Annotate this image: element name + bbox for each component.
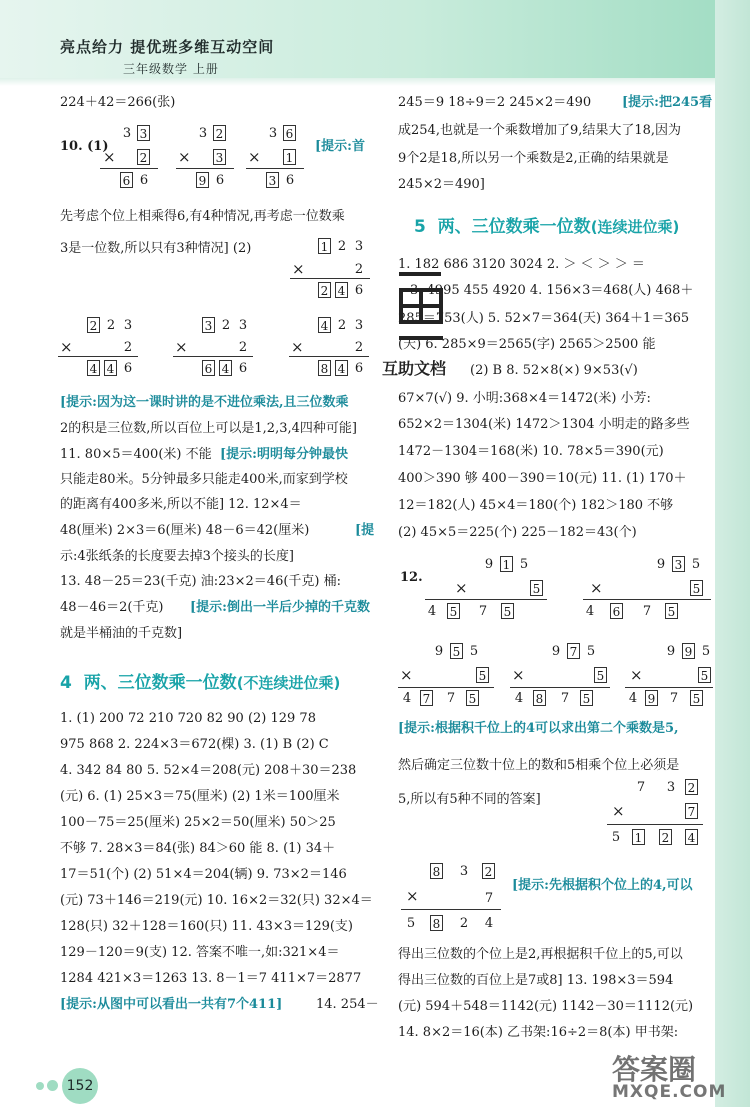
section-note: (连续进位乘)	[590, 218, 680, 236]
calc-digit: 3	[238, 318, 248, 333]
text-line: 400＞390 够 400－390＝10(元) 11. (1) 170＋	[398, 471, 687, 486]
calc-digit: 3	[268, 126, 278, 141]
calc-box: 4	[685, 829, 698, 845]
text-line: (元) 73＋146＝219(元) 10. 16×2＝32(只) 32×4＝	[60, 893, 373, 908]
calc-box: 7	[420, 690, 433, 706]
calc-box: 4	[335, 282, 348, 298]
text-line: (元) 594＋548＝1142(元) 1142－30＝1112(元)	[398, 999, 694, 1014]
calc-digit: 4	[402, 691, 412, 706]
calc-digit: 6	[123, 361, 133, 376]
calc-digit: 2	[238, 340, 248, 355]
calc-rule	[510, 687, 610, 688]
tip-text: [提示:明明每分钟最快	[220, 447, 348, 462]
calc-digit: 7	[478, 604, 488, 619]
times-sign: ×	[630, 666, 643, 684]
text-line: 10. (1)	[60, 139, 109, 154]
calc-box: 5	[665, 603, 678, 619]
text-line: 48－46＝2(千克)	[60, 600, 164, 615]
text-line: (2) B 8. 52×8(×) 9×53(√)	[470, 363, 638, 378]
text-line: (元) 6. (1) 25×3＝75(厘米) (2) 1米＝100厘米	[60, 789, 340, 804]
calc-box: 4	[219, 360, 232, 376]
calc-digit: 6	[215, 173, 225, 188]
calc-box: 1	[500, 556, 513, 572]
calc-box: 9	[682, 643, 695, 659]
decor-dot	[36, 1082, 44, 1090]
text-line: 3. 4995 455 4920 4. 156×3＝468(人) 468＋	[410, 283, 694, 298]
text-line: 14. 8×2＝16(本) 乙书架:16÷2＝8(本) 甲书架:	[398, 1025, 679, 1040]
text-line: 得出三位数的个位上是2,再根据积千位上的5,可以	[398, 947, 683, 962]
calc-box: 3	[672, 556, 685, 572]
calc-box: 5	[501, 603, 514, 619]
calc-digit: 5	[586, 644, 596, 659]
calc-rule	[398, 687, 494, 688]
text-line: 3是一位数,所以只有3种情况] (2)	[60, 241, 252, 256]
calc-box: 1	[318, 238, 331, 254]
text-line: 就是半桶油的千克数]	[60, 626, 183, 641]
text-line: 128(只) 32＋128＝160(只) 11. 43×3＝129(支)	[60, 919, 354, 934]
text-line: 48(厘米) 2×3＝6(厘米) 48－6＝42(厘米)	[60, 523, 310, 538]
times-sign: ×	[103, 148, 116, 166]
watermark-mark	[395, 268, 447, 350]
book-subtitle: 三年级数学 上册	[123, 62, 219, 76]
times-sign: ×	[175, 338, 188, 356]
watermark-text: 互助文档	[382, 359, 447, 378]
tip-text: [提示:把245看	[622, 95, 713, 110]
calc-rule	[290, 278, 370, 279]
calc-box: 2	[482, 863, 495, 879]
side-band	[715, 0, 750, 1107]
calc-digit: 3	[122, 126, 132, 141]
section-title: 两、三位数乘一位数	[437, 217, 591, 237]
times-sign: ×	[590, 579, 603, 597]
calc-box: 2	[318, 282, 331, 298]
section-title: 两、三位数乘一位数	[83, 673, 237, 693]
calc-digit: 7	[560, 691, 570, 706]
calc-digit: 7	[446, 691, 456, 706]
text-line: 12＝182(人) 45×4＝180(个) 182＞180 不够	[398, 498, 674, 513]
calc-digit: 6	[354, 361, 364, 376]
calc-digit: 6	[238, 361, 248, 376]
calc-box: 8	[430, 863, 443, 879]
text-line: 652×2＝1304(米) 1472＞1304 小明走的路多些	[398, 417, 690, 432]
calc-box: 5	[690, 580, 703, 596]
calc-box: 8	[533, 690, 546, 706]
calc-rule	[100, 168, 158, 169]
text-line: 129－120＝9(支) 12. 答案不唯一,如:321×4＝	[60, 945, 340, 960]
tip-text: [提示:根据积千位上的4可以求出第二个乘数是5,	[398, 721, 679, 736]
calc-digit: 2	[123, 340, 133, 355]
calc-digit: 5	[469, 644, 479, 659]
text-line: 先考虑个位上相乘得6,有4种情况,再考虑一位数乘	[60, 209, 345, 224]
calc-rule	[625, 687, 713, 688]
calc-digit: 4	[484, 916, 494, 931]
decor-dot	[47, 1080, 58, 1091]
text-line: 9个2是18,所以另一个乘数是2,正确的结果就是	[398, 151, 669, 166]
calc-rule	[607, 824, 703, 825]
section-heading	[60, 668, 340, 693]
calc-digit: 3	[354, 239, 364, 254]
calc-box: 6	[202, 360, 215, 376]
watermark-site: MXQE.COM	[612, 1082, 727, 1102]
calc-rule	[289, 356, 369, 357]
calc-rule	[58, 356, 138, 357]
calc-digit: 3	[666, 780, 676, 795]
calc-box: 2	[213, 125, 226, 141]
calc-digit: 2	[459, 916, 469, 931]
text-line: 14. 254－	[316, 997, 379, 1012]
text-line: 1284 421×3＝1263 13. 8－1＝7 411×7＝2877	[60, 971, 362, 986]
tip-text: [提示:倒出一半后少掉的千克数	[190, 600, 370, 615]
calc-digit: 3	[123, 318, 133, 333]
tip-text: [提示:从图中可以看出一共有7个411]	[60, 997, 283, 1012]
text-line: 5,所以有5种不同的答案]	[398, 792, 541, 807]
calc-digit: 4	[427, 604, 437, 619]
calc-box: 5	[530, 580, 543, 596]
calc-box: 2	[659, 829, 672, 845]
calc-box: 2	[685, 779, 698, 795]
tip-text: [提示:因为这一课时讲的是不进位乘法,且三位数乘	[60, 395, 349, 410]
calc-box: 5	[450, 643, 463, 659]
text-line: 285＝753(人) 5. 52×7＝364(天) 364＋1＝365	[398, 311, 690, 326]
calc-box: 9	[645, 690, 658, 706]
text-line: 然后确定三位数十位上的数和5相乘个位上必须是	[398, 758, 680, 773]
calc-box: 3	[202, 317, 215, 333]
text-line: 示:4张纸条的长度要去掉3个接头的长度]	[60, 549, 294, 564]
calc-box: 5	[476, 667, 489, 683]
text-line: 12.	[400, 570, 423, 585]
times-sign: ×	[612, 802, 625, 820]
calc-digit: 9	[666, 644, 676, 659]
calc-rule	[173, 356, 253, 357]
calc-box: 3	[266, 172, 279, 188]
calc-box: 7	[567, 643, 580, 659]
calc-digit: 7	[636, 780, 646, 795]
times-sign: ×	[400, 666, 413, 684]
calc-box: 7	[685, 803, 698, 819]
calc-digit: 7	[669, 691, 679, 706]
text-line: 11. 80×5＝400(米) 不能	[60, 447, 212, 462]
calc-rule	[246, 168, 304, 169]
tip-text: [提示:先根据积个位上的4,可以	[512, 878, 693, 893]
calc-digit: 2	[354, 340, 364, 355]
calc-rule	[401, 909, 501, 910]
calc-digit: 4	[628, 691, 638, 706]
calc-rule	[176, 168, 234, 169]
calc-box: 4	[104, 360, 117, 376]
calc-rule	[425, 599, 547, 600]
calc-box: 6	[283, 125, 296, 141]
calc-box: 8	[430, 915, 443, 931]
calc-box: 3	[137, 125, 150, 141]
text-line: 17＝51(个) (2) 51×4＝204(辆) 9. 73×2＝146	[60, 867, 347, 882]
calc-digit: 9	[484, 557, 494, 572]
text-line: (2) 45×5＝225(个) 225－182＝43(个)	[398, 525, 637, 540]
section-note: (不连续进位乘)	[236, 674, 341, 692]
text-line: 1472－1304＝168(米) 10. 78×5＝390(元)	[398, 444, 664, 459]
calc-digit: 7	[642, 604, 652, 619]
calc-digit: 4	[514, 691, 524, 706]
text-line: 4. 342 84 80 5. 52×4＝208(元) 208＋30＝238	[60, 763, 357, 778]
tip-text: [提	[355, 523, 375, 538]
calc-digit: 5	[611, 830, 621, 845]
text-line: 13. 48－25＝23(千克) 油:23×2＝46(千克) 桶:	[60, 574, 341, 589]
calc-digit: 5	[701, 644, 711, 659]
calc-digit: 6	[354, 283, 364, 298]
calc-box: 5	[594, 667, 607, 683]
calc-digit: 6	[285, 173, 295, 188]
calc-digit: 2	[221, 318, 231, 333]
calc-box: 4	[87, 360, 100, 376]
calc-box: 6	[610, 603, 623, 619]
calc-digit: 4	[585, 604, 595, 619]
calc-digit: 9	[551, 644, 561, 659]
section-number: 4	[60, 673, 72, 693]
text-line: 只能走80米。5分钟最多只能走400米,而家到学校	[60, 472, 348, 487]
calc-digit: 2	[337, 239, 347, 254]
calc-digit: 2	[337, 318, 347, 333]
calc-digit: 5	[406, 916, 416, 931]
calc-digit: 6	[139, 173, 149, 188]
text-line: (天) 6. 285×9＝2565(字) 2565＞2500 能	[398, 337, 656, 352]
calc-box: 6	[120, 172, 133, 188]
times-sign: ×	[291, 338, 304, 356]
calc-digit: 3	[459, 864, 469, 879]
text-line: 67×7(√) 9. 小明:368×4＝1472(米) 小芳:	[398, 391, 651, 406]
times-sign: ×	[512, 666, 525, 684]
calc-box: 1	[283, 149, 296, 165]
calc-box: 4	[335, 360, 348, 376]
text-line: 2的积是三位数,所以百位上可以是1,2,3,4四种可能]	[60, 421, 357, 436]
text-line: 245＝9 18÷9＝2 245×2＝490	[398, 95, 592, 110]
times-sign: ×	[455, 579, 468, 597]
section-heading	[414, 212, 679, 237]
tip-label: [提示:首	[315, 139, 365, 154]
calc-digit: 2	[106, 318, 116, 333]
calc-digit: 3	[198, 126, 208, 141]
text-line: 成254,也就是一个乘数增加了9,结果大了18,因为	[398, 123, 682, 138]
times-sign: ×	[60, 338, 73, 356]
text-line: 1. 182 686 3120 3024 2. ＞ ＜ ＞ ＞ ＝	[398, 257, 645, 272]
calc-box: 1	[632, 829, 645, 845]
times-sign: ×	[178, 148, 191, 166]
calc-box: 4	[318, 317, 331, 333]
text-line: 224＋42＝266(张)	[60, 95, 176, 110]
times-sign: ×	[248, 148, 261, 166]
calc-box: 5	[580, 690, 593, 706]
calc-box: 5	[690, 690, 703, 706]
calc-box: 2	[87, 317, 100, 333]
calc-digit: 5	[519, 557, 529, 572]
calc-digit: 9	[434, 644, 444, 659]
times-sign: ×	[406, 887, 419, 905]
watermark-logo: 答案圈	[612, 1053, 697, 1086]
calc-rule	[583, 599, 711, 600]
calc-digit: 7	[484, 891, 494, 906]
calc-digit: 2	[354, 262, 364, 277]
text-line: 不够 7. 28×3＝84(张) 84＞60 能 8. (1) 34＋	[60, 841, 336, 856]
calc-box: 2	[137, 149, 150, 165]
calc-box: 3	[213, 149, 226, 165]
calc-digit: 5	[691, 557, 701, 572]
page-number: 152	[62, 1068, 98, 1104]
text-line: 得出三位数的百位上是7或8] 13. 198×3＝594	[398, 973, 674, 988]
calc-box: 9	[196, 172, 209, 188]
calc-box: 5	[447, 603, 460, 619]
text-line: 1. (1) 200 72 210 720 82 90 (2) 129 78	[60, 711, 316, 726]
text-line: 100－75＝25(厘米) 25×2＝50(厘米) 50＞25	[60, 815, 336, 830]
calc-box: 8	[318, 360, 331, 376]
book-title: 亮点给力 提优班多维互动空间	[60, 38, 275, 56]
section-number: 5	[414, 217, 426, 237]
calc-digit: 3	[354, 318, 364, 333]
text-line: 245×2＝490]	[398, 177, 485, 192]
calc-digit: 9	[656, 557, 666, 572]
times-sign: ×	[292, 260, 305, 278]
text-line: 975 868 2. 224×3＝672(棵) 3. (1) B (2) C	[60, 737, 329, 752]
text-line: 的距离有400多米,所以不能] 12. 12×4＝	[60, 497, 302, 512]
calc-box: 5	[698, 667, 711, 683]
calc-box: 5	[466, 690, 479, 706]
